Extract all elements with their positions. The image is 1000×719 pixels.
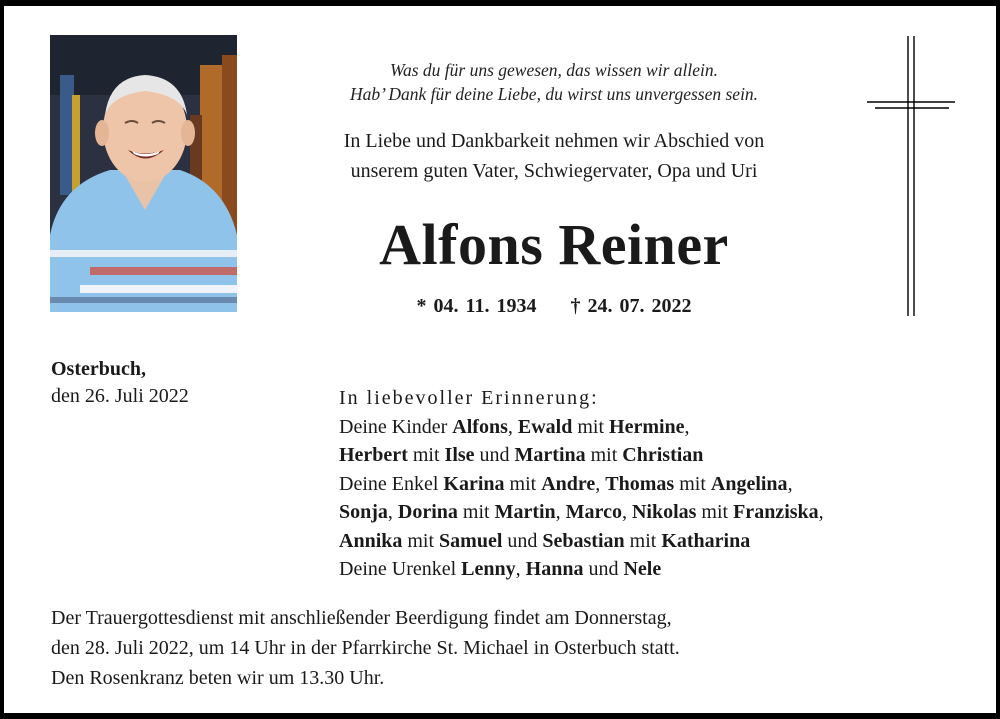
mourner-name: Thomas xyxy=(605,472,675,495)
mourners-list xyxy=(339,384,979,584)
mourner-lines xyxy=(339,413,979,584)
mourner-line xyxy=(339,441,979,470)
mourner-connector: , xyxy=(555,501,566,523)
funeral-service-info xyxy=(51,603,971,693)
mourner-name: Martina xyxy=(514,444,586,466)
mourner-name: Dorina xyxy=(397,501,458,523)
mourner-name: Ewald xyxy=(517,415,573,438)
mourner-name: Katharina xyxy=(661,529,751,552)
service-line: Der Trauergottesdienst mit anschließender Beerdigung findet am Donnerstag, xyxy=(51,607,672,629)
deceased-name: Alfons Reiner xyxy=(379,212,729,277)
mourner-name: Sebastian xyxy=(542,529,625,552)
life-dates xyxy=(254,292,854,320)
death-date: † 24. 07. 2022 xyxy=(570,295,692,317)
place-town: Osterbuch, xyxy=(51,358,146,380)
mourner-connector: mit xyxy=(572,415,610,438)
mourner-connector: mit xyxy=(624,529,662,552)
birth-date: * 04. 11. 1934 xyxy=(416,295,537,317)
mourner-connector: mit xyxy=(504,472,542,495)
mourner-name: Annika xyxy=(339,529,403,552)
mourner-connector: Deine Urenkel xyxy=(339,558,462,580)
mourner-line xyxy=(339,470,979,499)
intro-line: unserem guten Vater, Schwiegervater, Opa und Uri xyxy=(350,160,758,182)
mourner-connector: und xyxy=(502,529,543,552)
service-line: Den Rosenkranz beten wir um 13.30 Uhr. xyxy=(51,667,385,689)
mourner-name: Karina xyxy=(443,472,505,495)
mourner-name: Nikolas xyxy=(631,501,697,523)
mourner-name: Franziska xyxy=(733,501,819,523)
mourner-name: Alfons xyxy=(452,415,508,438)
memorial-quote xyxy=(254,58,854,106)
mourner-connector: und xyxy=(474,444,515,466)
notice-date: den 26. Juli 2022 xyxy=(51,385,189,407)
mourner-name: Samuel xyxy=(439,529,503,552)
quote-line: Was du für uns gewesen, das wissen wir allein. xyxy=(390,60,718,80)
mourner-name: Sonja xyxy=(339,501,388,523)
mourner-name: Marco xyxy=(565,501,622,523)
mourner-connector: , xyxy=(515,558,526,580)
mourner-connector: , xyxy=(387,501,398,523)
mourner-name: Hermine xyxy=(609,415,685,438)
mourner-line xyxy=(339,413,979,442)
mourner-name: Nele xyxy=(623,558,662,580)
mourner-connector: Deine Enkel xyxy=(339,472,444,495)
portrait-illustration xyxy=(50,35,237,312)
mourner-connector: mit xyxy=(674,472,711,495)
mourner-connector: , xyxy=(595,472,606,495)
mourner-line xyxy=(339,555,979,584)
mourner-connector: mit xyxy=(457,501,495,523)
mourner-name: Lenny xyxy=(461,558,516,580)
mourner-name: Herbert xyxy=(339,444,408,466)
mourner-name: Andre xyxy=(541,472,596,495)
service-line: den 28. Juli 2022, um 14 Uhr in der Pfarrkirche St. Michael in Osterbuch statt. xyxy=(51,637,680,659)
portrait-photo xyxy=(50,35,237,312)
mourner-name: Angelina xyxy=(710,472,788,495)
mourner-connector: , xyxy=(621,501,632,523)
intro-line: In Liebe und Dankbarkeit nehmen wir Abschied von xyxy=(343,130,765,152)
mourner-line xyxy=(339,498,979,527)
mourner-connector: , xyxy=(787,472,793,495)
cross-icon xyxy=(867,36,957,316)
mourner-name: Christian xyxy=(622,444,704,466)
place-and-date xyxy=(51,356,189,410)
mourner-line xyxy=(339,527,979,556)
mourner-name: Martin xyxy=(494,501,556,523)
quote-line: Hab’ Dank für deine Liebe, du wirst uns unvergessen sein. xyxy=(349,84,759,104)
mourner-connector: , xyxy=(818,501,824,523)
mourner-connector: mit xyxy=(696,501,734,523)
mourner-connector: Deine Kinder xyxy=(339,415,453,438)
mourner-connector: , xyxy=(507,415,518,438)
mourner-name: Hanna xyxy=(525,558,584,580)
mourner-name: Ilse xyxy=(444,444,475,466)
mourner-connector: , xyxy=(684,415,690,438)
mourner-connector: mit xyxy=(585,444,623,466)
mourner-connector: mit xyxy=(402,529,440,552)
mourners-heading: In liebevoller Erinnerung: xyxy=(339,387,599,409)
mourner-connector: und xyxy=(583,558,624,580)
mourner-connector: mit xyxy=(407,444,445,466)
farewell-intro xyxy=(244,126,864,186)
